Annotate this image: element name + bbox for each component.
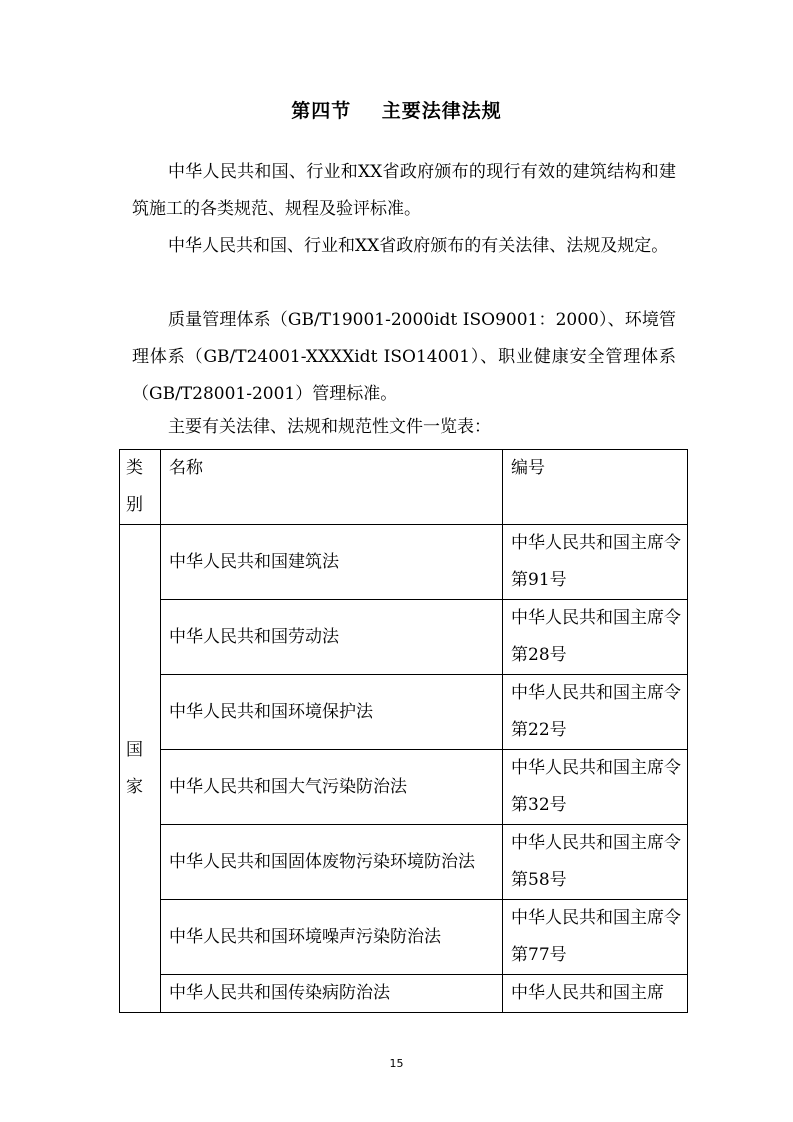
law-code: 中华人民共和国主席令第32号 — [503, 750, 688, 825]
paragraph-laws-regulations: 中华人民共和国、行业和XX省政府颁布的有关法律、法规及规定。 — [168, 236, 669, 256]
page-number: 15 — [389, 1057, 404, 1070]
category-char: 家 — [126, 776, 143, 797]
table-header-row — [120, 450, 688, 525]
law-name: 中华人民共和国劳动法 — [161, 600, 503, 675]
table-row — [120, 600, 688, 675]
paragraph-building-standards: 中华人民共和国、行业和XX省政府颁布的现行有效的建筑结构和建筑施工的各类规范、规程及验评标准。 — [132, 162, 676, 219]
table-row — [120, 525, 688, 600]
law-name: 中华人民共和国传染病防治法 — [161, 975, 503, 1013]
header-code: 编号 — [503, 450, 688, 525]
laws-table — [119, 449, 688, 1013]
law-name: 中华人民共和国固体废物污染环境防治法 — [161, 825, 503, 900]
header-category-char: 别 — [126, 495, 143, 515]
category-char: 国 — [126, 739, 143, 760]
table-row — [120, 975, 688, 1013]
header-category-char: 类 — [126, 458, 143, 478]
table-row — [120, 900, 688, 975]
header-category — [120, 450, 161, 525]
table-row — [120, 675, 688, 750]
law-code: 中华人民共和国主席令第28号 — [503, 600, 688, 675]
law-code: 中华人民共和国主席令第77号 — [503, 900, 688, 975]
law-code: 中华人民共和国主席令第91号 — [503, 525, 688, 600]
section-title: 第四节 主要法律法规 — [291, 100, 502, 122]
law-name: 中华人民共和国环境保护法 — [161, 675, 503, 750]
law-name: 中华人民共和国环境噪声污染防治法 — [161, 900, 503, 975]
law-code: 中华人民共和国主席 — [503, 975, 688, 1013]
table-row — [120, 825, 688, 900]
table-row — [120, 750, 688, 825]
law-name: 中华人民共和国建筑法 — [161, 525, 503, 600]
paragraph-management-systems: 质量管理体系（GB/T19001-2000idt ISO9001：2000）、环境管理体系（GB/T24001-XXXXidt ISO14001）、职业健康安全管理体系（GB/T28001-2001）管理标准。 — [132, 310, 676, 404]
header-name: 名称 — [161, 450, 503, 525]
paragraph-table-intro: 主要有关法律、法规和规范性文件一览表： — [168, 417, 491, 437]
law-name: 中华人民共和国大气污染防治法 — [161, 750, 503, 825]
law-code: 中华人民共和国主席令第22号 — [503, 675, 688, 750]
category-national — [120, 525, 161, 1013]
law-code: 中华人民共和国主席令第58号 — [503, 825, 688, 900]
